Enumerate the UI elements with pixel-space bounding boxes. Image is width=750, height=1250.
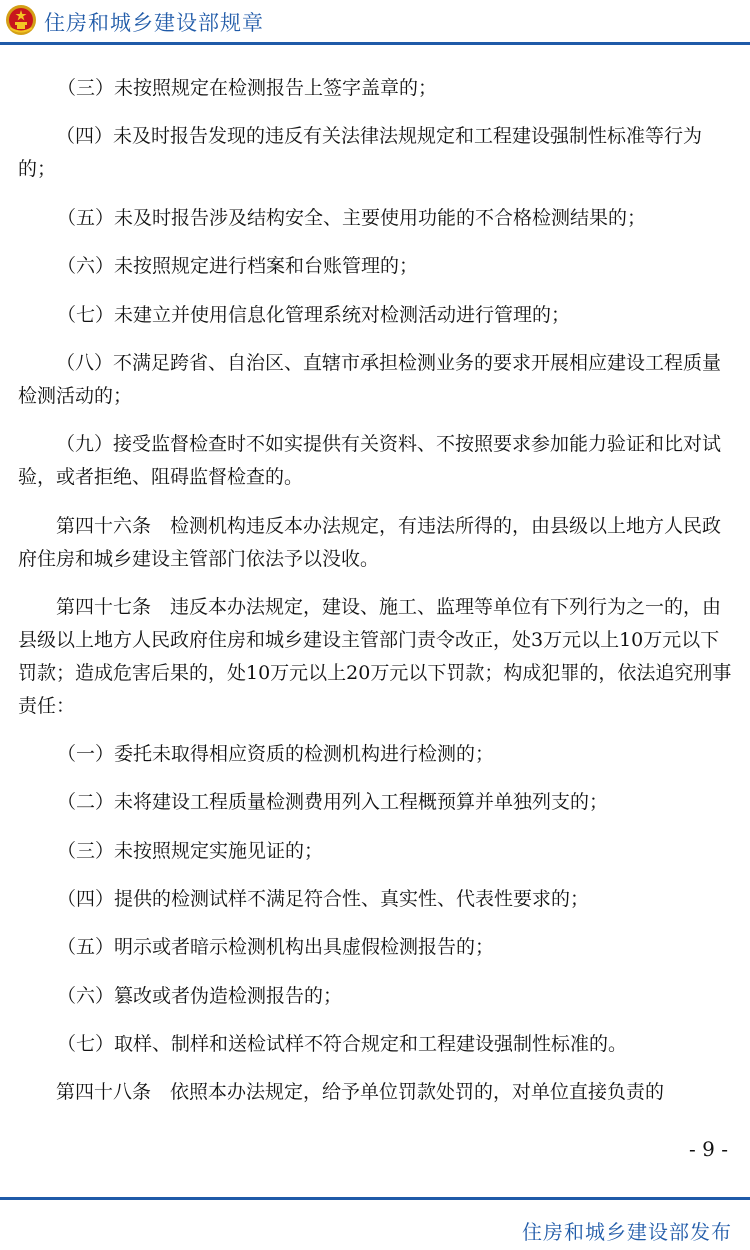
- paragraph: （五）明示或者暗示检测机构出具虚假检测报告的；: [57, 936, 495, 958]
- paragraph: （六）未按照规定进行档案和台账管理的；: [57, 255, 419, 277]
- paragraph: （六）篡改或者伪造检测报告的；: [57, 985, 343, 1007]
- paragraph: （四）提供的检测试样不满足符合性、真实性、代表性要求的；: [57, 888, 590, 910]
- paragraph: （一）委托未取得相应资质的检测机构进行检测的；: [57, 743, 495, 765]
- footer-publisher: 住房和城乡建设部发布: [522, 1220, 732, 1244]
- paragraph: （四）未及时报告发现的违反有关法律法规规定和工程建设强制性标准等行为的；: [18, 125, 703, 180]
- paragraph: 第四十八条 依照本办法规定，给予单位罚款处罚的，对单位直接负责的: [56, 1081, 665, 1103]
- header-divider: [0, 42, 750, 45]
- paragraph: （二）未将建设工程质量检测费用列入工程概预算并单独列支的；: [57, 791, 609, 813]
- paragraph: （五）未及时报告涉及结构安全、主要使用功能的不合格检测结果的；: [57, 207, 647, 229]
- page-number: - 9 -: [689, 1137, 728, 1161]
- national-emblem-icon: [5, 4, 37, 36]
- footer-divider: [0, 1197, 750, 1200]
- paragraph: （三）未按照规定实施见证的；: [57, 840, 324, 862]
- paragraph: 第四十六条 检测机构违反本办法规定，有违法所得的，由县级以上地方人民政府住房和城乡建设主管部门依法予以没收。: [18, 515, 722, 570]
- paragraph: （三）未按照规定在检测报告上签字盖章的；: [57, 77, 438, 99]
- paragraph: （八）不满足跨省、自治区、直辖市承担检测业务的要求开展相应建设工程质量检测活动的；: [18, 352, 722, 407]
- header-title: 住房和城乡建设部规章: [44, 11, 264, 35]
- page-header: [0, 0, 750, 44]
- paragraph: （七）未建立并使用信息化管理系统对检测活动进行管理的；: [57, 304, 571, 326]
- paragraph: 第四十七条 违反本办法规定，建设、施工、监理等单位有下列行为之一的，由县级以上地方人民政府住房和城乡建设主管部门责令改正，处3万元以上10万元以下罚款；造成危害后果的，处10万元以上20万元以下罚款；构成犯罪的，依法追究刑事责任：: [18, 596, 732, 717]
- paragraph: （七）取样、制样和送检试样不符合规定和工程建设强制性标准的。: [57, 1033, 628, 1055]
- paragraph: （九）接受监督检查时不如实提供有关资料、不按照要求参加能力验证和比对试验，或者拒绝、阻碍监督检查的。: [18, 433, 722, 488]
